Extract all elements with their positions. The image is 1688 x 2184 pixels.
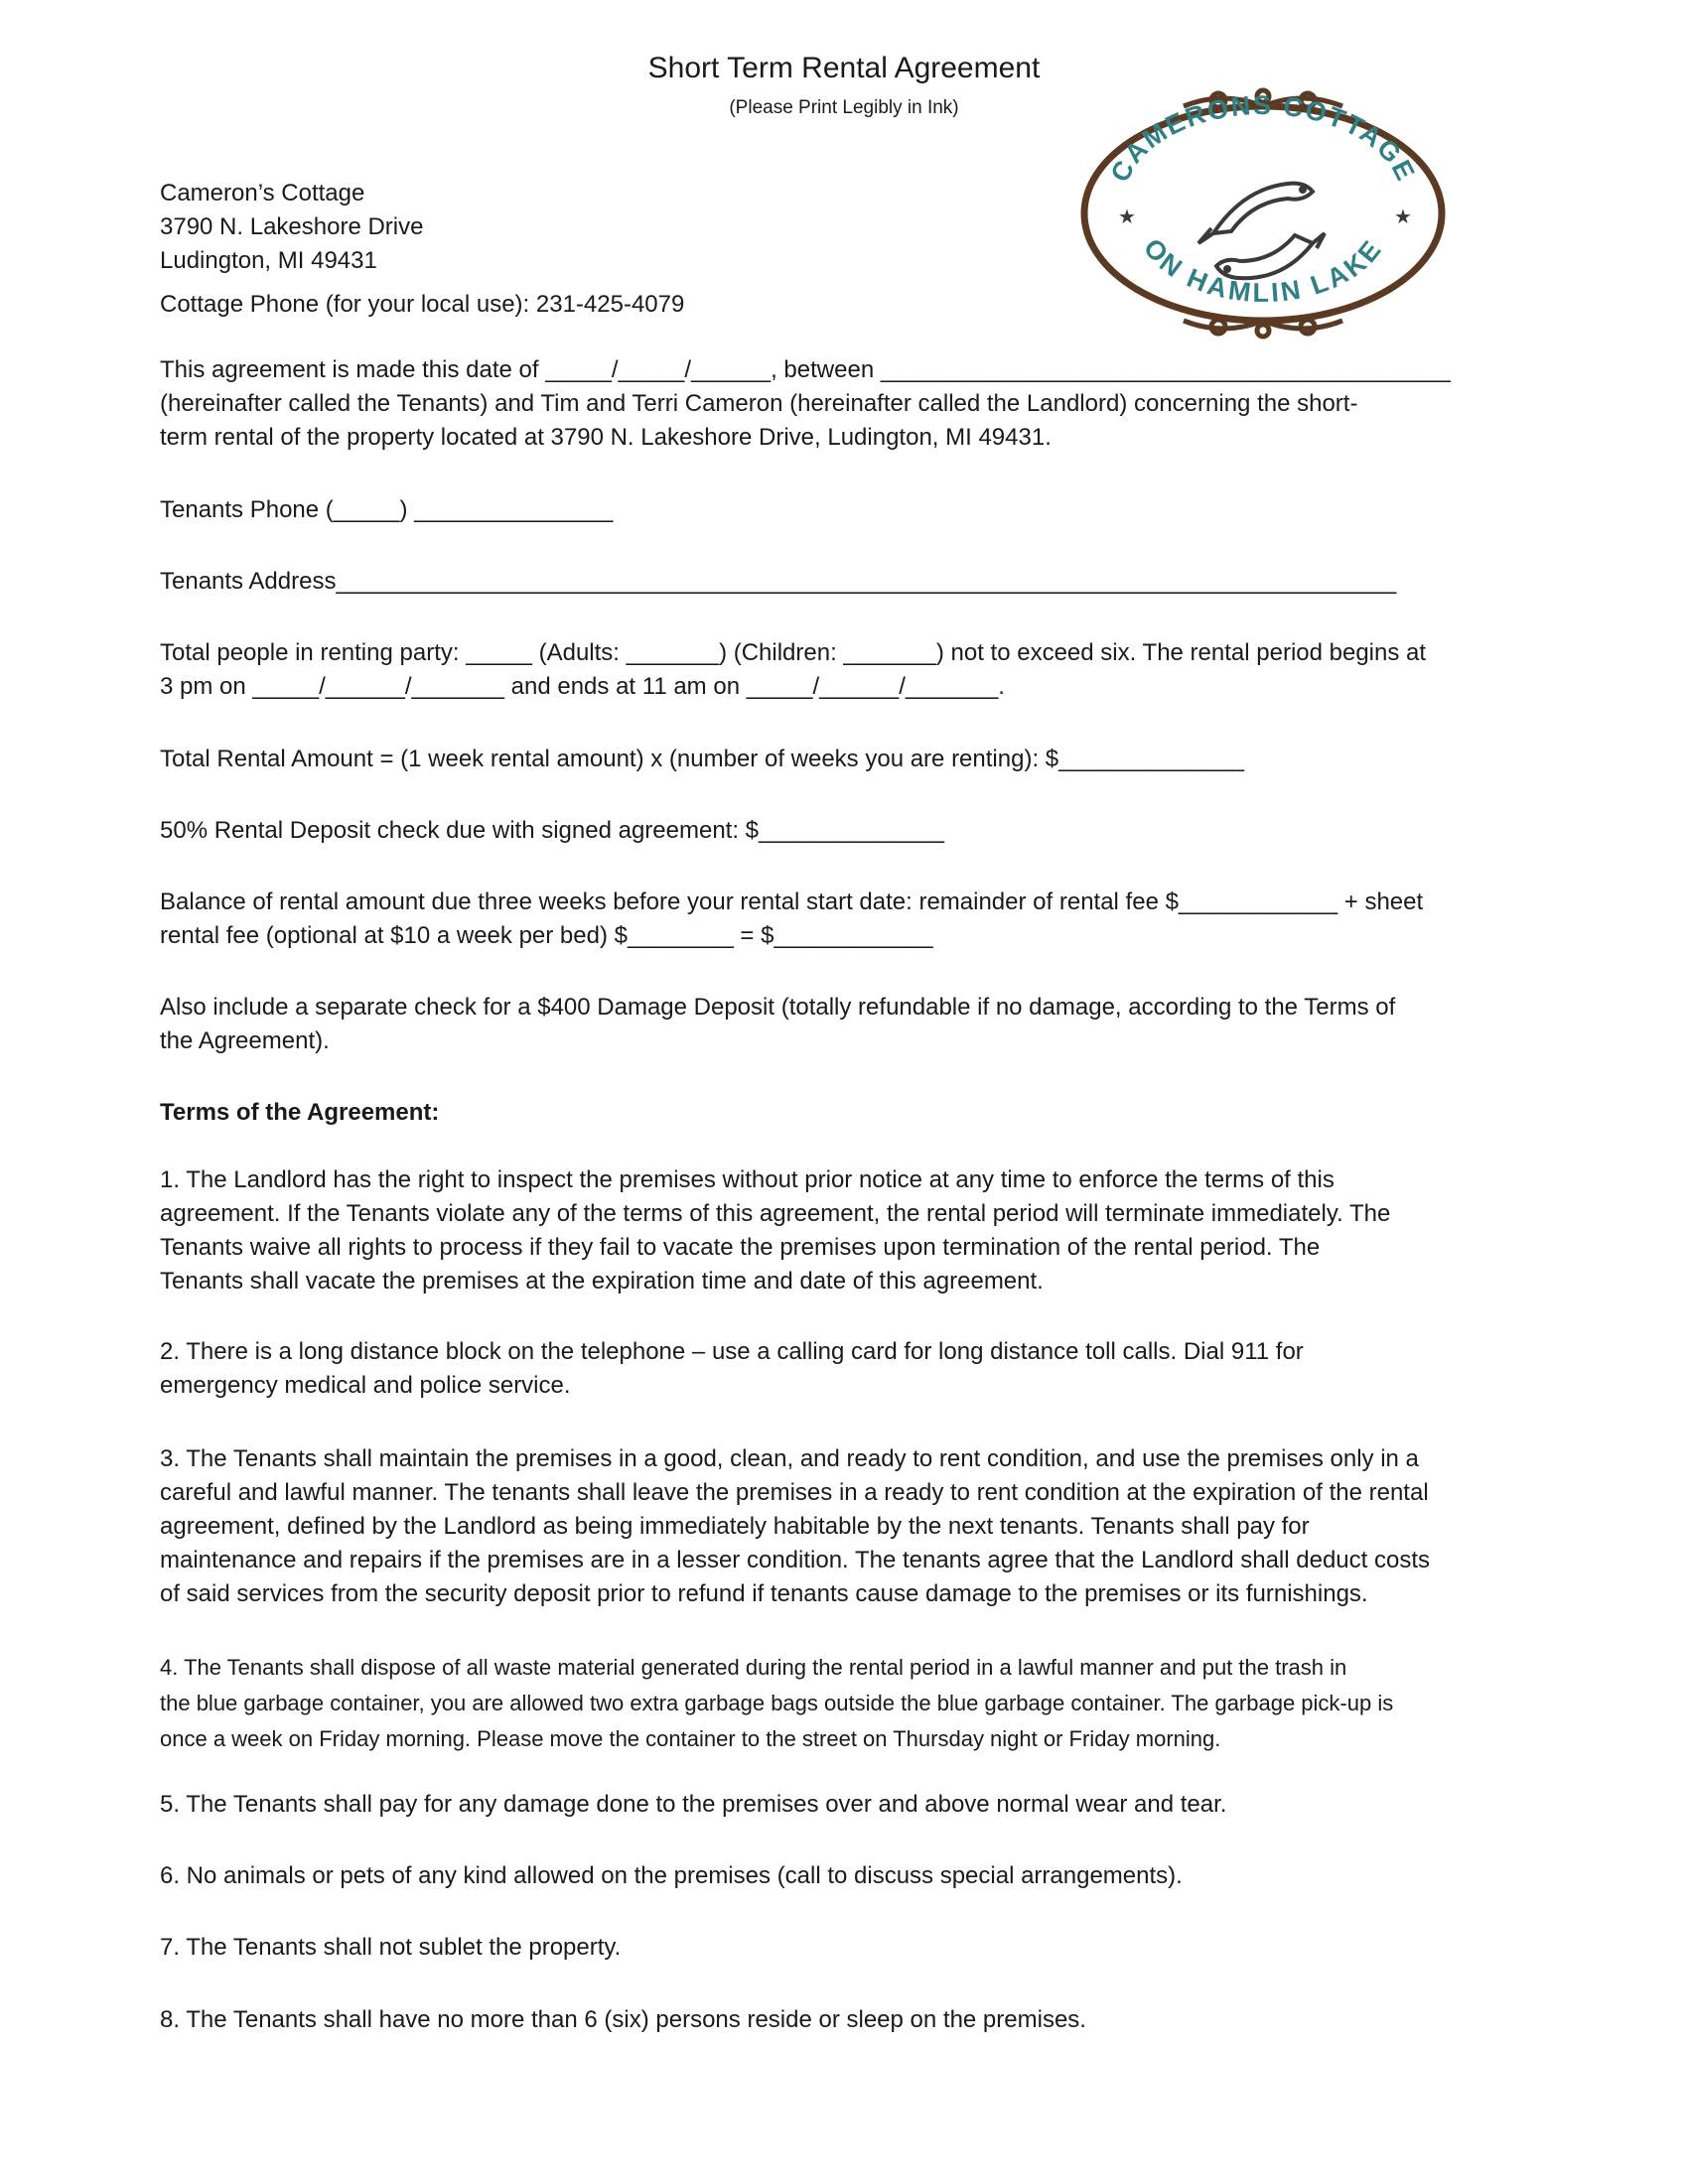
terms-heading: Terms of the Agreement: (160, 1099, 440, 1126)
document-subtitle: (Please Print Legibly in Ink) (729, 97, 959, 118)
rental-party-field (160, 636, 1530, 704)
total-rental-amount-field: Total Rental Amount = (1 week rental amount) x (number of weeks you are renting): $______________ (160, 746, 1244, 772)
term-line: the blue garbage container, you are allowed two extra garbage bags outside the blue garbage container. The garbage pick-up is (160, 1691, 1394, 1715)
balance-line: Balance of rental amount due three weeks before your rental start date: remainder of rental fee $____________ + sheet (160, 888, 1424, 915)
damage-deposit-line: the Agreement). (160, 1027, 330, 1054)
term-6: 6. No animals or pets of any kind allowed on the premises (call to discuss special arrangements). (160, 1862, 1183, 1889)
agreement-line: (hereinafter called the Tenants) and Tim and Terri Cameron (hereinafter called the Landlord) concerning the short- (160, 390, 1358, 417)
term-line: 4. The Tenants shall dispose of all waste material generated during the rental period in a lawful manner and put the trash in (160, 1655, 1347, 1680)
cottage-phone: Cottage Phone (for your local use): 231-425-4079 (160, 291, 685, 318)
term-8: 8. The Tenants shall have no more than 6 (six) persons reside or sleep on the premises. (160, 2006, 1086, 2033)
cottage-name: Cameron’s Cottage (160, 180, 365, 206)
term-line: once a week on Friday morning. Please move the container to the street on Thursday night or Friday morning. (160, 1726, 1221, 1751)
term-line: maintenance and repairs if the premises are in a lesser condition. The tenants agree that the Landlord shall deduct costs (160, 1547, 1430, 1573)
cottage-street: 3790 N. Lakeshore Drive (160, 213, 424, 240)
term-line: careful and lawful manner. The tenants shall leave the premises in a ready to rent condition at the expiration of the rental (160, 1479, 1429, 1506)
tenants-phone-field: Tenants Phone (_____) _______________ (160, 496, 614, 523)
term-line: of said services from the security deposit prior to refund if tenants cause damage to the premises or its furnishings. (160, 1580, 1368, 1607)
term-line: Tenants shall vacate the premises at the expiration time and date of this agreement. (160, 1268, 1044, 1295)
logo-bottom-text: ON HAMLIN LAKE (1137, 232, 1389, 309)
term-line: 1. The Landlord has the right to inspect the premises without prior notice at any time to enforce the terms of this (160, 1166, 1335, 1193)
term-line: 2. There is a long distance block on the telephone – use a calling card for long distance toll calls. Dial 911 for (160, 1338, 1304, 1365)
agreement-line: term rental of the property located at 3790 N. Lakeshore Drive, Ludington, MI 49431. (160, 424, 1052, 451)
cottage-city: Ludington, MI 49431 (160, 247, 377, 274)
cottage-address (160, 177, 1530, 278)
term-line: agreement. If the Tenants violate any of the terms of this agreement, the rental period will terminate immediately. The (160, 1200, 1391, 1227)
rental-party-line: 3 pm on _____/______/_______ and ends at 11 am on _____/______/_______. (160, 673, 1005, 700)
right-star-icon: ★ (1394, 205, 1412, 228)
term-line: agreement, defined by the Landlord as being immediately habitable by the next tenants. Tenants shall pay for (160, 1513, 1310, 1540)
term-line: Tenants waive all rights to process if they fail to vacate the premises upon termination of the rental period. The (160, 1234, 1321, 1261)
term-5: 5. The Tenants shall pay for any damage done to the premises over and above normal wear and tear. (160, 1791, 1227, 1818)
term-line: 3. The Tenants shall maintain the premises in a good, clean, and ready to rent condition, and use the premises only in a (160, 1445, 1419, 1472)
damage-deposit-note (160, 991, 1530, 1058)
balance-line: rental fee (optional at $10 a week per bed) $________ = $____________ (160, 922, 933, 949)
damage-deposit-line: Also include a separate check for a $400 Damage Deposit (totally refundable if no damage, according to the Terms of (160, 994, 1396, 1021)
logo-top-text: CAMERONS COTTAGE (1104, 89, 1422, 188)
term-7: 7. The Tenants shall not sublet the property. (160, 1934, 622, 1961)
left-star-icon: ★ (1118, 205, 1136, 228)
agreement-intro (160, 353, 1530, 455)
term-2 (160, 1335, 1530, 1403)
agreement-line: This agreement is made this date of _____/_____/______, between ___________________________________________ (160, 356, 1451, 383)
document-title: Short Term Rental Agreement (647, 52, 1041, 84)
balance-field (160, 886, 1530, 953)
term-3 (160, 1442, 1530, 1611)
rental-deposit-field: 50% Rental Deposit check due with signed agreement: $______________ (160, 817, 944, 844)
term-4 (160, 1650, 1530, 1757)
tenants-address-field: Tenants Address________________________________________________________________________________ (160, 568, 1397, 595)
term-line: emergency medical and police service. (160, 1372, 571, 1399)
term-1 (160, 1163, 1530, 1298)
rental-party-line: Total people in renting party: _____ (Adults: _______) (Children: _______) not to exceed six. The rental period begins at (160, 639, 1427, 666)
